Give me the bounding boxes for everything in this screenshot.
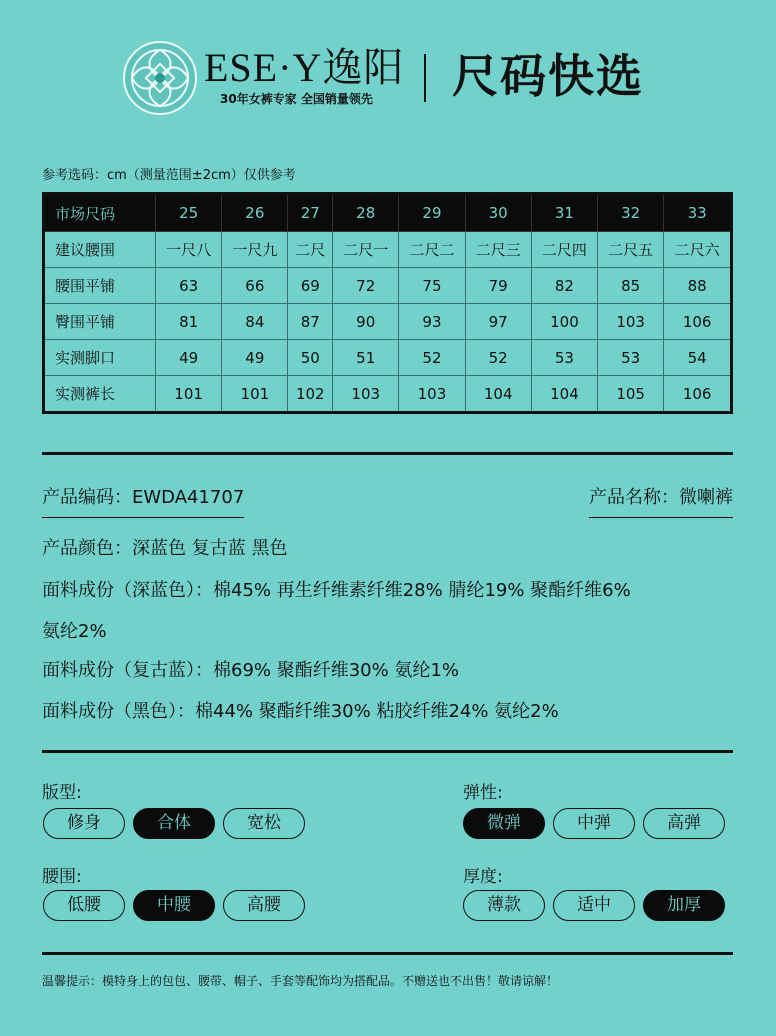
table-cell: 82 <box>531 268 597 304</box>
table-cell: 85 <box>598 268 664 304</box>
size-table-header <box>44 194 732 232</box>
table-cell: 52 <box>465 340 531 376</box>
thickness-label: 厚度: <box>463 867 503 887</box>
elasticity-option-slight[interactable]: 微弹 <box>463 808 545 839</box>
table-row-header: 腰围平铺 <box>44 268 156 304</box>
table-cell: 88 <box>664 268 732 304</box>
table-cell: 49 <box>222 340 288 376</box>
table-row <box>44 340 732 376</box>
table-header-cell: 26 <box>222 194 288 232</box>
table-cell: 106 <box>664 376 732 413</box>
table-cell: 53 <box>598 340 664 376</box>
fit-option-slim[interactable]: 修身 <box>43 808 125 839</box>
fabric-vintage-blue: 面料成份（复古蓝）：棉69% 聚酯纤维30% 氨纶1% <box>42 660 460 681</box>
product-colors: 产品颜色：深蓝色 复古蓝 黑色 <box>42 538 288 559</box>
table-row <box>44 376 732 413</box>
waist-option-low[interactable]: 低腰 <box>43 890 125 921</box>
table-cell: 63 <box>156 268 222 304</box>
table-cell: 一尺八 <box>156 232 222 268</box>
brand-name: ESE·Y逸阳 <box>204 45 405 90</box>
table-cell: 103 <box>333 376 399 413</box>
table-cell: 97 <box>465 304 531 340</box>
elasticity-option-high[interactable]: 高弹 <box>643 808 725 839</box>
fit-option-loose[interactable]: 宽松 <box>223 808 305 839</box>
table-header-cell: 30 <box>465 194 531 232</box>
table-cell: 75 <box>399 268 465 304</box>
fit-option-regular[interactable]: 合体 <box>133 808 215 839</box>
divider <box>42 952 733 955</box>
table-cell: 二尺 <box>288 232 333 268</box>
table-cell: 49 <box>156 340 222 376</box>
table-row-header: 臀围平铺 <box>44 304 156 340</box>
thickness-option-moderate[interactable]: 适中 <box>553 890 635 921</box>
table-header-cell: 31 <box>531 194 597 232</box>
table-cell: 二尺二 <box>399 232 465 268</box>
brand-slogan: 30年女裤专家 全国销量领先 <box>220 92 373 106</box>
page-title: 尺码快选 <box>452 49 644 103</box>
table-header-cell: 市场尺码 <box>44 194 156 232</box>
header <box>0 0 776 140</box>
fabric-navy: 面料成份（深蓝色）：棉45% 再生纤维素纤维28% 腈纶19% 聚酯纤维6% <box>42 580 631 601</box>
table-row <box>44 304 732 340</box>
table-row-header: 实测脚口 <box>44 340 156 376</box>
table-cell: 二尺三 <box>465 232 531 268</box>
table-cell: 79 <box>465 268 531 304</box>
fabric-navy-continued: 氨纶2% <box>42 621 107 642</box>
table-cell: 81 <box>156 304 222 340</box>
table-cell: 84 <box>222 304 288 340</box>
table-cell: 二尺四 <box>531 232 597 268</box>
table-row <box>44 268 732 304</box>
elasticity-label: 弹性: <box>463 783 503 803</box>
table-cell: 二尺六 <box>664 232 732 268</box>
size-table <box>42 192 733 414</box>
table-cell: 93 <box>399 304 465 340</box>
table-cell: 52 <box>399 340 465 376</box>
product-name: 产品名称：微喇裤 <box>589 483 733 518</box>
brand-logo-icon <box>122 40 198 116</box>
table-header-cell: 28 <box>333 194 399 232</box>
table-cell: 106 <box>664 304 732 340</box>
fabric-black: 面料成份（黑色）：棉44% 聚酯纤维30% 粘胶纤维24% 氨纶2% <box>42 701 559 722</box>
table-cell: 二尺五 <box>598 232 664 268</box>
fit-label: 版型: <box>42 783 82 803</box>
table-cell: 103 <box>399 376 465 413</box>
table-cell: 90 <box>333 304 399 340</box>
header-divider <box>424 54 426 102</box>
table-cell: 一尺九 <box>222 232 288 268</box>
table-cell: 104 <box>465 376 531 413</box>
table-cell: 101 <box>222 376 288 413</box>
divider <box>42 750 733 753</box>
table-cell: 66 <box>222 268 288 304</box>
table-cell: 50 <box>288 340 333 376</box>
table-cell: 69 <box>288 268 333 304</box>
table-header-cell: 33 <box>664 194 732 232</box>
table-cell: 54 <box>664 340 732 376</box>
product-code: 产品编码：EWDA41707 <box>42 483 244 518</box>
thickness-option-thin[interactable]: 薄款 <box>463 890 545 921</box>
waist-option-high[interactable]: 高腰 <box>223 890 305 921</box>
waist-option-mid[interactable]: 中腰 <box>133 890 215 921</box>
table-cell: 100 <box>531 304 597 340</box>
table-cell: 102 <box>288 376 333 413</box>
table-row-header: 建议腰围 <box>44 232 156 268</box>
table-header-cell: 27 <box>288 194 333 232</box>
thickness-option-thick[interactable]: 加厚 <box>643 890 725 921</box>
table-cell: 72 <box>333 268 399 304</box>
table-cell: 101 <box>156 376 222 413</box>
divider <box>42 452 733 455</box>
table-header-cell: 25 <box>156 194 222 232</box>
table-cell: 104 <box>531 376 597 413</box>
table-cell: 二尺一 <box>333 232 399 268</box>
table-cell: 103 <box>598 304 664 340</box>
table-row <box>44 232 732 268</box>
table-cell: 87 <box>288 304 333 340</box>
table-cell: 53 <box>531 340 597 376</box>
table-row-header: 实测裤长 <box>44 376 156 413</box>
elasticity-option-medium[interactable]: 中弹 <box>553 808 635 839</box>
table-cell: 105 <box>598 376 664 413</box>
table-cell: 51 <box>333 340 399 376</box>
footer-tip: 温馨提示：模特身上的包包、腰带、帽子、手套等配饰均为搭配品。不赠送也不出售！敬请谅解！ <box>42 974 559 988</box>
size-note: 参考选码：cm（测量范围±2cm）仅供参考 <box>42 168 296 183</box>
table-header-cell: 32 <box>598 194 664 232</box>
table-header-cell: 29 <box>399 194 465 232</box>
waist-label: 腰围: <box>42 867 82 887</box>
